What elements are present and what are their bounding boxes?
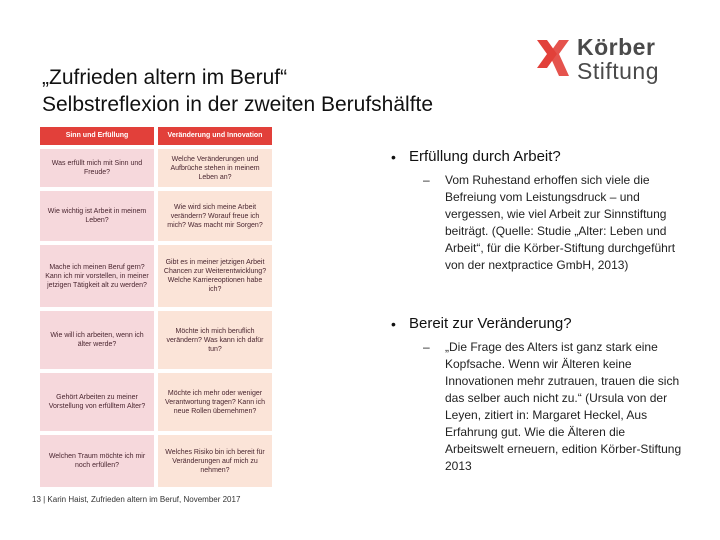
bullet-sub-2 [383, 339, 683, 475]
bullet-block-2 [383, 315, 683, 475]
column-header-veraenderung: Veränderung und Innovation [158, 127, 272, 145]
cell-right-3: Gibt es in meiner jetzigen Arbeit Chancen zur Weiterentwicklung? Welche Karriereoptionen habe ich? [158, 245, 272, 307]
title-line-2: Selbstreflexion in der zweiten Berufshälfte [42, 93, 434, 116]
koerber-logo [535, 34, 695, 90]
bullet-heading-text-1: Erfüllung durch Arbeit? [409, 148, 561, 165]
cell-left-1: Was erfüllt mich mit Sinn und Freude? [40, 149, 154, 187]
column-header-sinn: Sinn und Erfüllung [40, 127, 154, 145]
bullet-block-1 [383, 148, 683, 274]
bullet-sub-1 [383, 172, 683, 274]
cell-right-4: Möchte ich mich beruflich verändern? Was kann ich dafür tun? [158, 311, 272, 369]
bullet-dot: • [391, 316, 396, 332]
cell-left-6: Welchen Traum möchte ich mir noch erfüllen? [40, 435, 154, 487]
cell-left-2: Wie wichtig ist Arbeit in meinem Leben? [40, 191, 154, 241]
cell-right-6: Welches Risiko bin ich bereit für Veränderungen auf mich zu nehmen? [158, 435, 272, 487]
cell-right-1: Welche Veränderungen und Aufbrüche stehen in meinem Leben an? [158, 149, 272, 187]
cell-left-5: Gehört Arbeiten zu meiner Vorstellung von erfülltem Alter? [40, 373, 154, 431]
bullet-sub-text-2: „Die Frage des Alters ist ganz stark eine Kopfsache. Wenn wir Älteren keine Innovationen mehr zutrauen, trauen die sich das selber auch nicht zu.“ (Ursula von der Leyen, zitiert in: Margaret Heckel, Aus Erfahrung gut. Wie die Älteren die Arbeitswelt erneuern, edition Körber-Stiftung 2013 [445, 340, 682, 473]
bullet-heading-2 [383, 315, 683, 333]
slide-title [42, 64, 433, 118]
bullet-heading-text-2: Bereit zur Veränderung? [409, 315, 572, 332]
logo-word-koerber: Körber [577, 34, 656, 60]
title-line-1: „Zufrieden altern im Beruf“ [42, 66, 288, 89]
infographic-table [40, 127, 272, 505]
slide-footer: 13 | Karin Haist, Zufrieden altern im Beruf, November 2017 [32, 495, 241, 504]
bullet-heading-1 [383, 148, 683, 166]
logo-word-stiftung: Stiftung [577, 58, 659, 84]
cell-right-5: Möchte ich mehr oder weniger Verantwortung tragen? Kann ich neue Rollen übernehmen? [158, 373, 272, 431]
cell-right-2: Wie wird sich meine Arbeit verändern? Worauf freue ich mich? Was macht mir Sorgen? [158, 191, 272, 241]
cell-left-3: Mache ich meinen Beruf gern? Kann ich mir vorstellen, in meiner jetzigen Tätigkeit alt zu werden? [40, 245, 154, 307]
cell-left-4: Wie will ich arbeiten, wenn ich älter werde? [40, 311, 154, 369]
bullet-dot: • [391, 149, 396, 165]
koerber-x-logo-icon [535, 38, 571, 78]
dash-marker: – [423, 173, 430, 187]
bullet-sub-text-1: Vom Ruhestand erhoffen sich viele die Befreiung vom Leistungsdruck – und vergessen, wie viel Arbeit zur Sinnstiftung beiträgt. (Quelle: Studie „Alter: Leben und Arbeit“, für die Körber-Stiftung durchgeführt von der nextpractice GmbH, 2013) [445, 173, 676, 272]
dash-marker: – [423, 340, 430, 354]
